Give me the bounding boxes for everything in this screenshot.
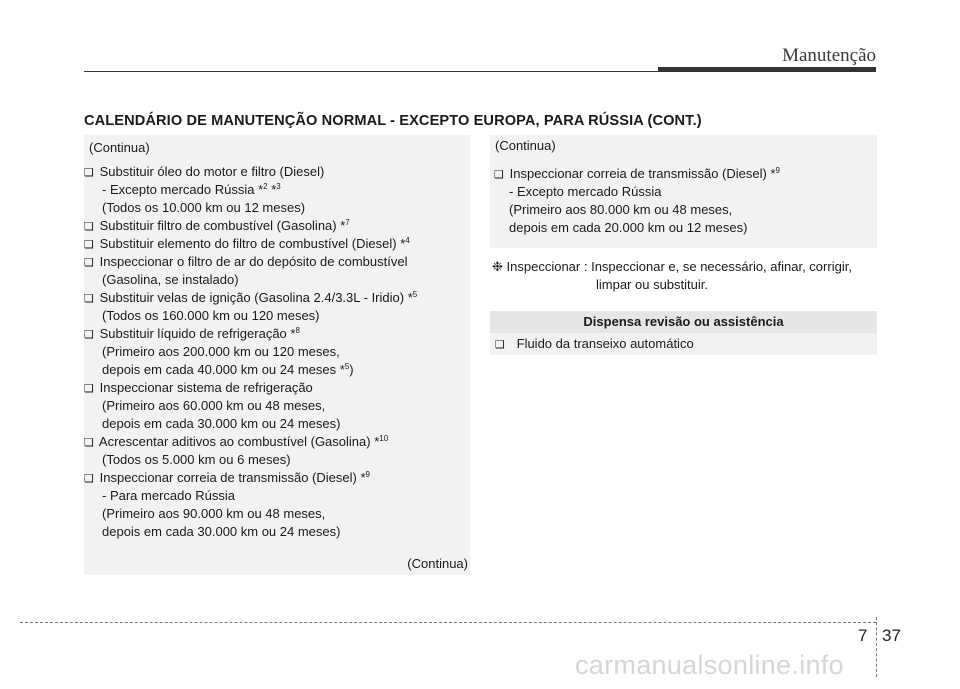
list-item: ❑ Acrescentar aditivos ao combustível (Gasolina) *$^{10}$: [84, 433, 388, 452]
list-item: ❑ Inspeccionar sistema de refrigeração: [84, 379, 313, 398]
list-item: ❑ Substituir velas de ignição (Gasolina 2.4/3.3L - Iridio) *$^5$: [84, 289, 417, 308]
list-item: ❑ Substituir líquido de refrigeração *$^8$: [84, 325, 300, 344]
footer-rule: [20, 622, 876, 623]
maintenance-list-left: [84, 135, 470, 575]
checkbox-icon: ❑: [84, 221, 94, 233]
note-label: Inspeccionar :: [506, 259, 592, 274]
list-item-detail: (Primeiro aos 60.000 km ou 48 meses,: [102, 398, 326, 413]
list-item: ❑ Substituir elemento do filtro de combustível (Diesel) *$^4$: [84, 235, 410, 254]
list-item: ❑ Inspeccionar correia de transmissão (Diesel) *$^9$: [494, 165, 780, 184]
list-item-detail: (Gasolina, se instalado): [102, 272, 239, 287]
inspect-note-continued: limpar ou substituir.: [596, 277, 708, 292]
note-text: Inspeccionar e, se necessário, afinar, corrigir,: [591, 259, 852, 274]
list-item-detail: - Para mercado Rússia: [102, 488, 235, 503]
checkbox-icon: ❑: [84, 329, 94, 341]
list-item-detail: - Excepto mercado Rússia *$^2$ *$^3$: [102, 182, 281, 197]
checkbox-icon: ❑: [84, 167, 94, 179]
header-rule: [84, 71, 658, 72]
list-item: ❑ Substituir filtro de combustível (Gasolina) *$^7$: [84, 217, 350, 236]
chapter-number: 7: [858, 626, 868, 645]
checkbox-icon: ❑: [84, 383, 94, 395]
continued-label-bottom: (Continua): [407, 556, 468, 571]
continued-label-top: (Continua): [495, 138, 556, 153]
list-item-detail: (Primeiro aos 200.000 km ou 120 meses,: [102, 344, 340, 359]
list-item: ❑ Substituir óleo do motor e filtro (Diesel): [84, 163, 324, 182]
inspect-note: [492, 258, 852, 276]
section-title: CALENDÁRIO DE MANUTENÇÃO NORMAL - EXCEPTO EUROPA, PARA RÚSSIA (CONT.): [84, 113, 702, 129]
chapter-header-title: Manutenção: [782, 45, 876, 66]
checkbox-icon: ❑: [84, 293, 94, 305]
list-item-detail: depois em cada 20.000 km ou 12 meses): [509, 220, 748, 235]
checkbox-icon: ❑: [84, 257, 94, 269]
list-item-detail: depois em cada 40.000 km ou 24 meses *$^5$): [102, 362, 354, 377]
list-item-detail: depois em cada 30.000 km ou 24 meses): [102, 524, 341, 539]
note-symbol-icon: ❉: [492, 259, 503, 274]
continued-label-top: (Continua): [89, 140, 150, 155]
header-rule-accent: [658, 67, 876, 72]
service-free-item: Fluido da transeixo automático: [516, 336, 694, 351]
list-item-detail: - Excepto mercado Rússia: [509, 184, 662, 199]
maintenance-list-right: [490, 135, 877, 248]
list-item-detail: (Todos os 5.000 km ou 6 meses): [102, 452, 291, 467]
checkbox-icon: ❑: [494, 169, 504, 181]
list-item-detail: (Primeiro aos 90.000 km ou 48 meses,: [102, 506, 326, 521]
list-item-detail: (Primeiro aos 80.000 km ou 48 meses,: [509, 202, 733, 217]
service-free-row: [490, 333, 877, 355]
checkbox-icon: ❑: [84, 437, 94, 449]
page-number-divider: [876, 617, 877, 677]
checkbox-icon: ❑: [84, 473, 94, 485]
watermark: carmanualsonline.info: [575, 650, 844, 680]
checkbox-icon: ❑: [84, 239, 94, 251]
page-number: 37: [882, 626, 901, 645]
list-item-detail: (Todos os 10.000 km ou 12 meses): [102, 200, 306, 215]
checkbox-icon: ❑: [495, 339, 505, 351]
list-item-detail: depois em cada 30.000 km ou 24 meses): [102, 416, 341, 431]
service-free-header: Dispensa revisão ou assistência: [490, 311, 877, 333]
list-item: ❑ Inspeccionar correia de transmissão (Diesel) *$^9$: [84, 469, 370, 488]
list-item: ❑ Inspeccionar o filtro de ar do depósito de combustível: [84, 253, 407, 272]
list-item-detail: (Todos os 160.000 km ou 120 meses): [102, 308, 320, 323]
